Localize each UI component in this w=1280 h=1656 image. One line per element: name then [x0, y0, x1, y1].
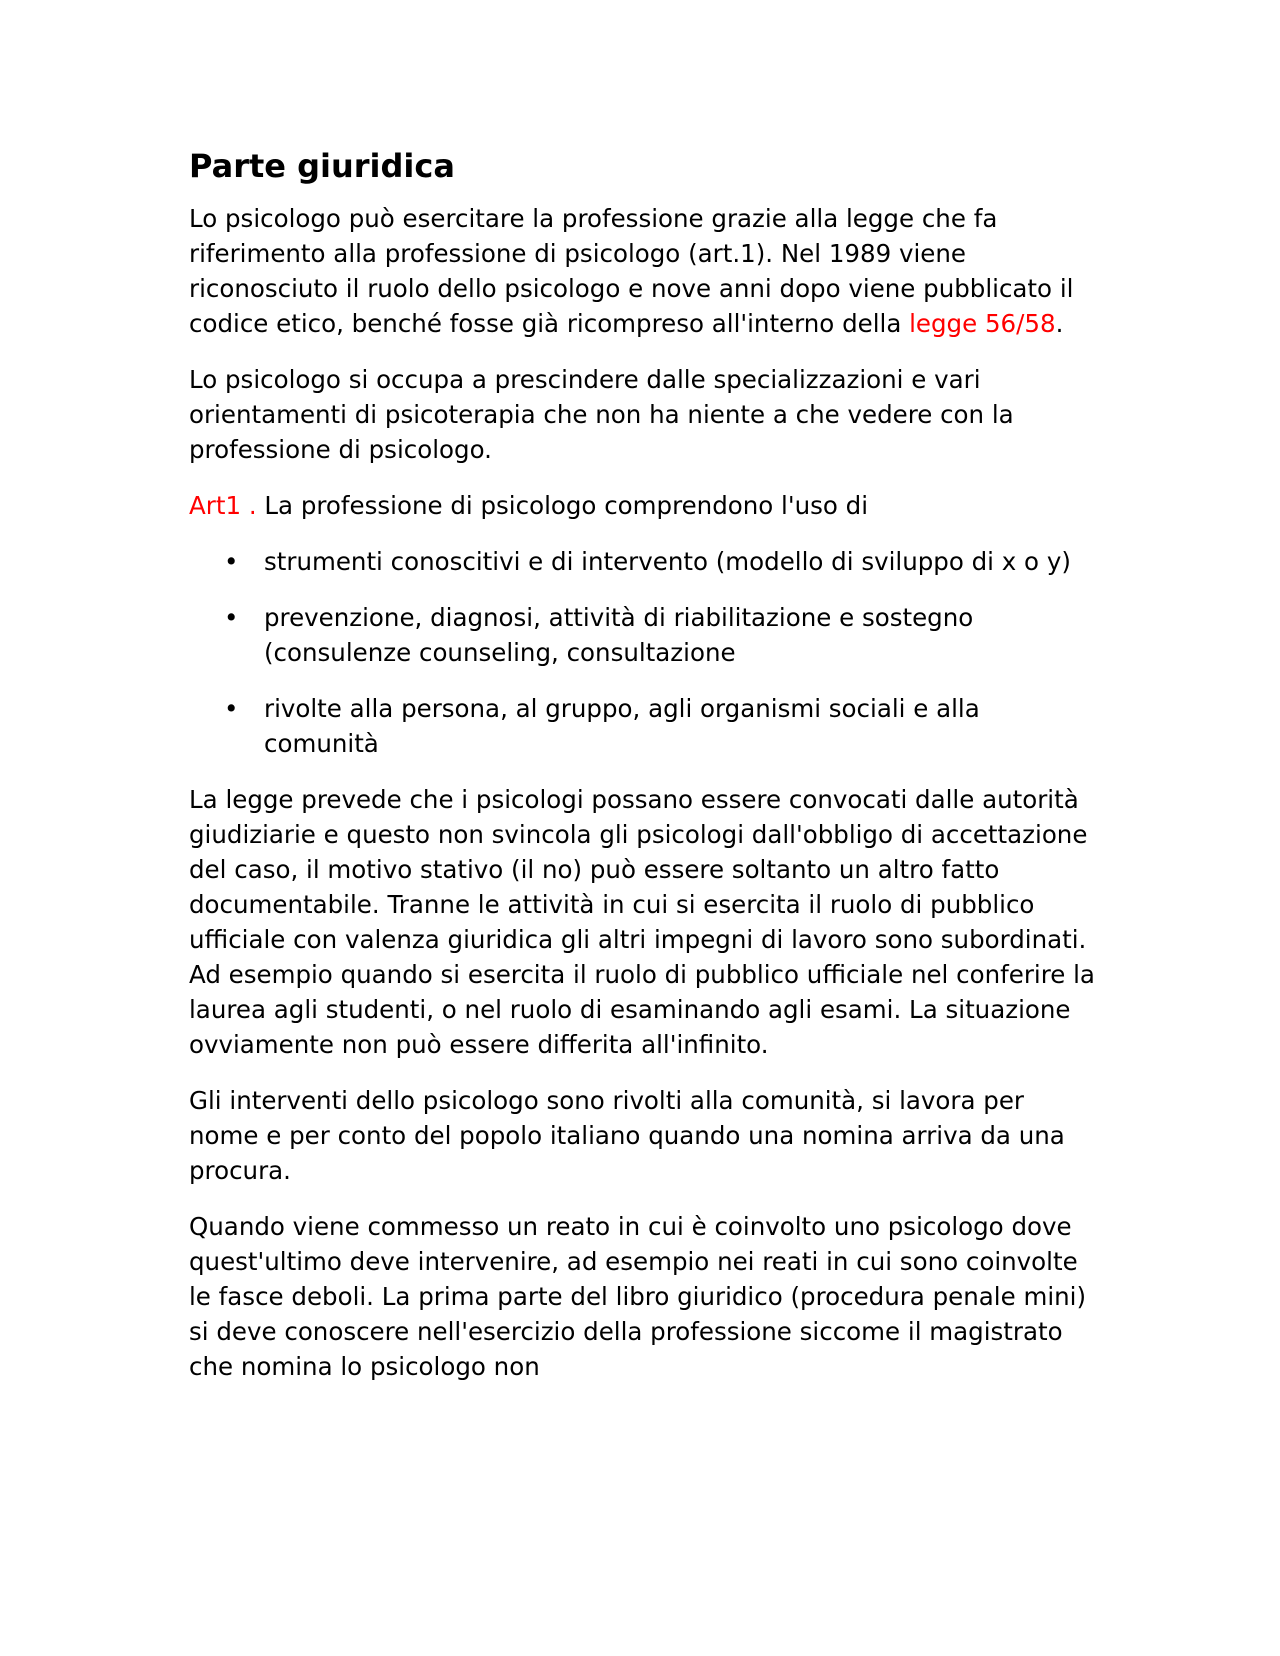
bullet-icon: •	[224, 694, 239, 723]
list-item-text: rivolte alla persona, al gruppo, agli organismi sociali e alla comunità	[264, 694, 980, 758]
paragraph-intro-text: Lo psicologo può esercitare la professione grazie alla legge che fa riferimento alla professione di psicologo (art.1). Nel 1989 viene riconosciuto il ruolo dello psicologo e nove anni dopo viene pubblicato il codice etico, benché fosse già ricompreso all'interno della	[189, 204, 1074, 338]
page-title: Parte giuridica	[189, 147, 455, 185]
list-item	[189, 691, 1099, 761]
paragraph-intro-end: .	[1055, 309, 1064, 338]
document-body	[189, 146, 1099, 1405]
list-item-text: prevenzione, diagnosi, attività di riabilitazione e sostegno (consulenze counseling, consultazione	[264, 603, 974, 667]
bullet-list	[189, 544, 1099, 761]
paragraph-crime: Quando viene commesso un reato in cui è coinvolto uno psicologo dove quest'ultimo deve intervenire, ad esempio nei reati in cui sono coinvolte le fasce deboli. La prima parte del libro giuridico (procedura penale mini) si deve conoscere nell'esercizio della professione siccome il magistrato che nomina lo psicologo non	[189, 1212, 1087, 1381]
article-text: La professione di psicologo comprendono l'uso di	[256, 491, 869, 520]
paragraph-community: Gli interventi dello psicologo sono rivolti alla comunità, si lavora per nome e per conto del popolo italiano quando una nomina arriva da una procura.	[189, 1086, 1065, 1185]
paragraph-occupation: Lo psicologo si occupa a prescindere dalle specializzazioni e vari orientamenti di psicoterapia che non ha niente a che vedere con la professione di psicologo.	[189, 365, 1014, 464]
list-item	[189, 544, 1099, 579]
paragraph-intro	[189, 201, 1099, 341]
list-item	[189, 600, 1099, 670]
paragraph-article	[189, 488, 1099, 523]
law-reference: legge 56/58	[909, 309, 1056, 338]
list-item-text: strumenti conoscitivi e di intervento (modello di sviluppo di x o y)	[264, 547, 1071, 576]
article-label: Art1 .	[189, 491, 257, 520]
bullet-icon: •	[224, 603, 239, 632]
bullet-icon: •	[224, 547, 239, 576]
paragraph-judicial: La legge prevede che i psicologi possano essere convocati dalle autorità giudiziarie e questo non svincola gli psicologi dall'obbligo di accettazione del caso, il motivo stativo (il no) può essere soltanto un altro fatto documentabile. Tranne le attività in cui si esercita il ruolo di pubblico ufficiale con valenza giuridica gli altri impegni di lavoro sono subordinati. Ad esempio quando si esercita il ruolo di pubblico ufficiale nel conferire la laurea agli studenti, o nel ruolo di esaminando agli esami. La situazione ovviamente non può essere differita all'infinito.	[189, 785, 1095, 1059]
